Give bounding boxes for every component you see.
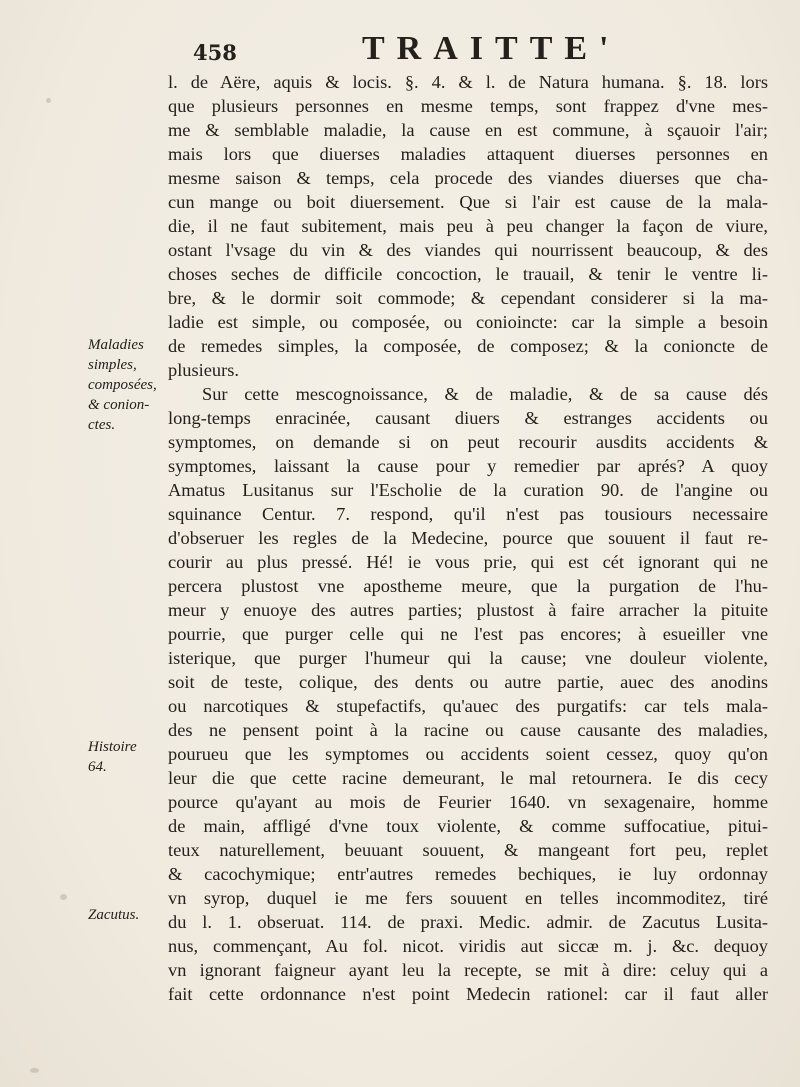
text-line: leur die que cette racine demeurant, le mal retournera. Ie dis cecy — [168, 768, 768, 788]
text-line: choses seches de difficile concoction, le trauail, & tenir le ventre li- — [168, 264, 768, 284]
text-line: ladie est simple, ou composée, ou conioincte: car la simple a besoin — [168, 312, 768, 332]
text-line: vn syrop, duquel ie me fers souuent en telles incommoditez, tiré — [168, 888, 768, 908]
text-line: de main, affligé d'vne toux violente, & comme suffocatiue, pitui- — [168, 816, 768, 836]
text-line: de remedes simples, la composée, de composez; & la conioncte de — [168, 336, 768, 356]
margin-note-line: Histoire — [88, 739, 137, 755]
margin-note-line: 64. — [88, 759, 107, 775]
text-line: fait cette ordonnance n'est point Medecin rationel: car il faut aller — [168, 984, 768, 1004]
text-line: bre, & le dormir soit commode; & cependant considerer si la ma- — [168, 288, 768, 308]
margin-note-line: Zacutus. — [88, 907, 140, 923]
text-line: mais lors que diuerses maladies attaquent diuerses personnes en — [168, 144, 768, 164]
text-line: ostant l'vsage du vin & des viandes qui nourrissent beaucoup, & des — [168, 240, 768, 260]
text-line: courir au plus pressé. Hé! ie vous prie, qui est cét ignorant qui ne — [168, 552, 768, 572]
text-line: symptomes, laissant la cause pour y remedier par aprés? A quoy — [168, 456, 768, 476]
page-header — [0, 28, 800, 68]
ink-spot — [30, 1068, 39, 1073]
text-line: pourrie, que purger celle qui ne l'est pas encores; à esueiller vne — [168, 624, 768, 644]
text-line: squinance Centur. 7. respond, qu'il n'est pas tousiours necessaire — [168, 504, 768, 524]
margin-note — [88, 905, 166, 925]
text-line: mesme saison & temps, cela procede des viandes diuerses que cha- — [168, 168, 768, 188]
text-line: nus, commençant, Au fol. nicot. viridis aut siccæ m. j. &c. dequoy — [168, 936, 768, 956]
text-line: me & semblable maladie, la cause en est commune, à sçauoir l'air; — [168, 120, 768, 140]
text-line: que plusieurs personnes en mesme temps, sont frappez d'vne mes- — [168, 96, 768, 116]
text-line: & cacochymique; entr'autres remedes bechiques, ie luy ordonnay — [168, 864, 768, 884]
text-line: ou narcotiques & stupefactifs, qu'auec des purgatifs: car tels mala- — [168, 696, 768, 716]
margin-note-line: simples, — [88, 357, 137, 373]
main-text — [168, 70, 768, 1006]
text-line: isterique, que purger l'humeur qui la cause; vne douleur violente, — [168, 648, 768, 668]
text-line: vn ignorant faigneur ayant leu la recepte, se mit à dire: celuy qui a — [168, 960, 768, 980]
ink-spot — [46, 98, 51, 103]
text-line: symptomes, on demande si on peut recourir ausdits accidents & — [168, 432, 768, 452]
text-line: teux naturellement, beuuant souuent, & mangeant fort peu, replet — [168, 840, 768, 860]
text-line: l. de Aëre, aquis & locis. §. 4. & l. de Natura humana. §. 18. lors — [168, 72, 768, 92]
text-line: percera plustost vne apostheme meure, que la purgation de l'hu- — [168, 576, 768, 596]
text-line: plusieurs. — [168, 360, 240, 380]
text-line: die, il ne faut subitement, mais peu à peu changer la façon de viure, — [168, 216, 768, 236]
text-line: pourueu que les symptomes ou accidents soient cessez, quoy qu'on — [168, 744, 768, 764]
margin-note-line: & conion- — [88, 397, 150, 413]
margin-note — [88, 335, 166, 435]
margin-note — [88, 737, 166, 777]
margin-note-line: Maladies — [88, 337, 144, 353]
running-title: TRAITTE' — [362, 30, 621, 67]
text-line: Sur cette mescognoissance, & de maladie, & de sa cause dés — [202, 384, 768, 404]
text-line: du l. 1. obseruat. 114. de praxi. Medic. admir. de Zacutus Lusita- — [168, 912, 768, 932]
text-line: des ne pensent point à la racine ou cause causante des maladies, — [168, 720, 768, 740]
text-line: soit de teste, colique, des dents ou autre partie, auec des anodins — [168, 672, 768, 692]
text-line: d'obseruer les regles de la Medecine, pource que souuent il faut re- — [168, 528, 768, 548]
text-line: cun mange ou boit diuersement. Que si l'air est cause de la mala- — [168, 192, 768, 212]
text-line: Amatus Lusitanus sur l'Escholie de la curation 90. de l'angine ou — [168, 480, 768, 500]
text-line: pource qu'ayant au mois de Feurier 1640. vn sexagenaire, homme — [168, 792, 768, 812]
page-number: 458 — [193, 40, 237, 65]
text-line: long-temps enracinée, causant diuers & estranges accidents ou — [168, 408, 768, 428]
ink-spot — [60, 894, 67, 900]
margin-note-line: ctes. — [88, 417, 116, 433]
margin-note-line: composées, — [88, 377, 157, 393]
text-line: meur y enuoye des autres parties; plustost à faire arracher la pituite — [168, 600, 768, 620]
